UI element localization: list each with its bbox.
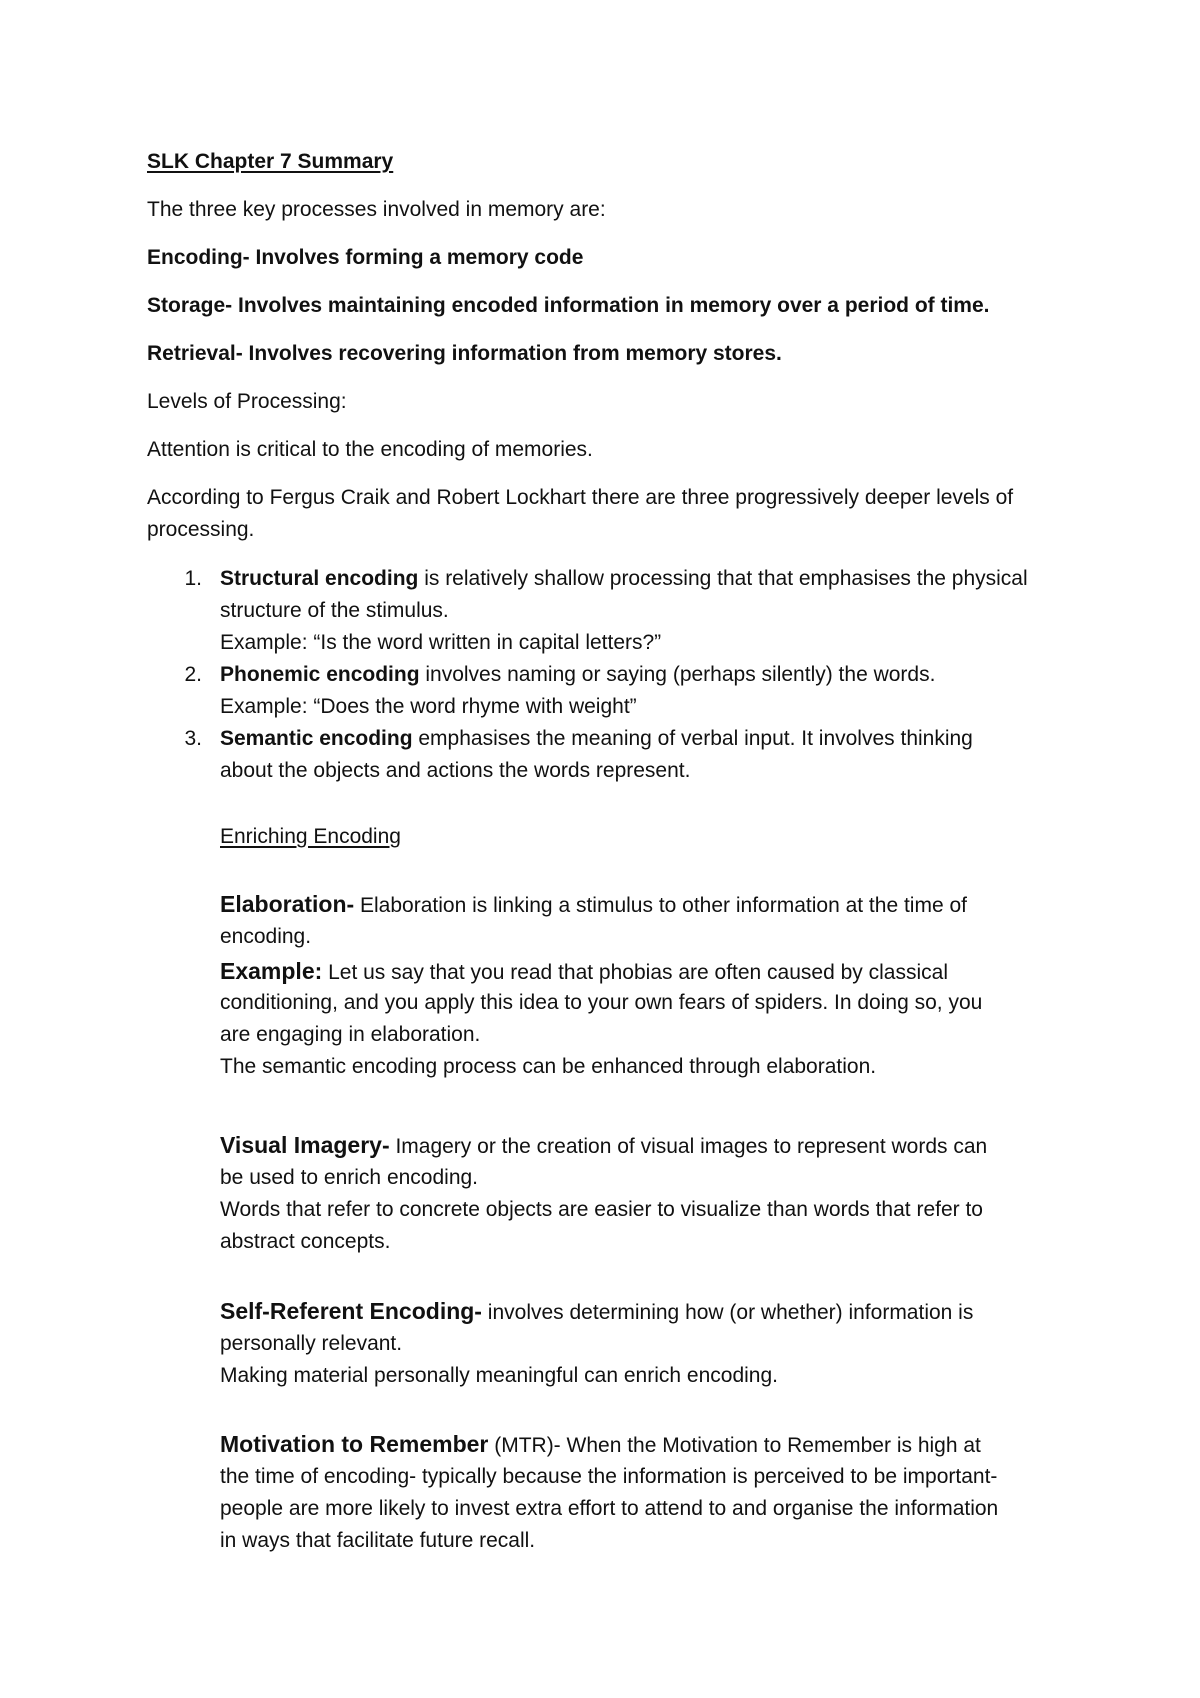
process-encoding-text: Involves forming a memory code (249, 246, 584, 269)
attention-text: Attention is critical to the encoding of memories. (147, 438, 593, 461)
process-retrieval-text: Involves recovering information from memory stores. (242, 342, 782, 365)
elaboration-note: The semantic encoding process can be enhanced through elaboration. (220, 1055, 877, 1078)
elaboration-example-line-2: conditioning, and you apply this idea to your own fears of spiders. In doing so, you (220, 991, 983, 1014)
list-item-2-example: Example: “Does the word rhyme with weight” (220, 695, 637, 718)
process-retrieval (147, 338, 782, 370)
process-encoding (147, 242, 583, 274)
process-storage-term: Storage- (147, 294, 233, 317)
mtr-line-4: in ways that facilitate future recall. (220, 1529, 536, 1552)
list-number-2: 2. (184, 663, 202, 686)
craik-line-2: processing. (147, 518, 255, 541)
list-item-3-line-2: about the objects and actions the words represent. (220, 759, 691, 782)
imagery-line-4: abstract concepts. (220, 1230, 391, 1253)
list-item-3-line-1 (220, 723, 973, 755)
process-storage-text: Involves maintaining encoded information in memory over a period of time. (232, 294, 990, 317)
mtr-line-1 (220, 1428, 981, 1462)
list-number-1: 1. (184, 567, 202, 590)
list-item-2-term: Phonemic encoding (220, 663, 420, 686)
list-item-3-text: emphasises the meaning of verbal input. It involves thinking (412, 727, 973, 750)
list-item-1-line-1 (220, 563, 1028, 595)
process-encoding-term: Encoding- (147, 246, 250, 269)
mtr-term: Motivation to Remember (220, 1431, 489, 1457)
self-ref-line-2: personally relevant. (220, 1332, 403, 1355)
process-storage (147, 290, 990, 322)
list-item-1-example: Example: “Is the word written in capital letters?” (220, 631, 662, 654)
imagery-line-1 (220, 1129, 987, 1163)
self-ref-line-3: Making material personally meaningful can enrich encoding. (220, 1364, 778, 1387)
imagery-line-3: Words that refer to concrete objects are easier to visualize than words that refer to (220, 1198, 983, 1221)
mtr-line-2: the time of encoding- typically because the information is perceived to be important- (220, 1465, 998, 1488)
intro-text: The three key processes involved in memory are: (147, 198, 606, 221)
elaboration-example-term: Example: (220, 958, 323, 984)
levels-heading: Levels of Processing: (147, 390, 347, 413)
list-item-3-term: Semantic encoding (220, 727, 413, 750)
elaboration-line-1 (220, 888, 967, 922)
imagery-term: Visual Imagery- (220, 1132, 390, 1158)
process-retrieval-term: Retrieval- (147, 342, 243, 365)
elaboration-term: Elaboration- (220, 891, 355, 917)
list-item-2-line-1 (220, 659, 935, 691)
mtr-line-3: people are more likely to invest extra effort to attend to and organise the information (220, 1497, 999, 1520)
self-ref-line-1 (220, 1295, 973, 1329)
list-item-2-text: involves naming or saying (perhaps silently) the words. (419, 663, 936, 686)
self-ref-text: involves determining how (or whether) information is (481, 1301, 974, 1324)
imagery-line-2: be used to enrich encoding. (220, 1166, 479, 1189)
elaboration-example-text: Let us say that you read that phobias are often caused by classical (322, 961, 948, 984)
list-item-1-text: is relatively shallow processing that that emphasises the physical (418, 567, 1028, 590)
list-number-3: 3. (184, 727, 202, 750)
elaboration-text: Elaboration is linking a stimulus to other information at the time of (354, 894, 967, 917)
enriching-heading: Enriching Encoding (220, 825, 401, 848)
imagery-text: Imagery or the creation of visual images to represent words can (389, 1135, 988, 1158)
elaboration-example-line-1 (220, 955, 948, 989)
elaboration-line-2: encoding. (220, 925, 312, 948)
elaboration-example-line-3: are engaging in elaboration. (220, 1023, 481, 1046)
craik-line-1: According to Fergus Craik and Robert Lockhart there are three progressively deeper levels of (147, 486, 1014, 509)
self-ref-term: Self-Referent Encoding- (220, 1298, 482, 1324)
document-title: SLK Chapter 7 Summary (147, 150, 394, 173)
list-item-1-term: Structural encoding (220, 567, 419, 590)
list-item-1-line-2: structure of the stimulus. (220, 599, 449, 622)
mtr-text: (MTR)- When the Motivation to Remember is high at (488, 1434, 981, 1457)
